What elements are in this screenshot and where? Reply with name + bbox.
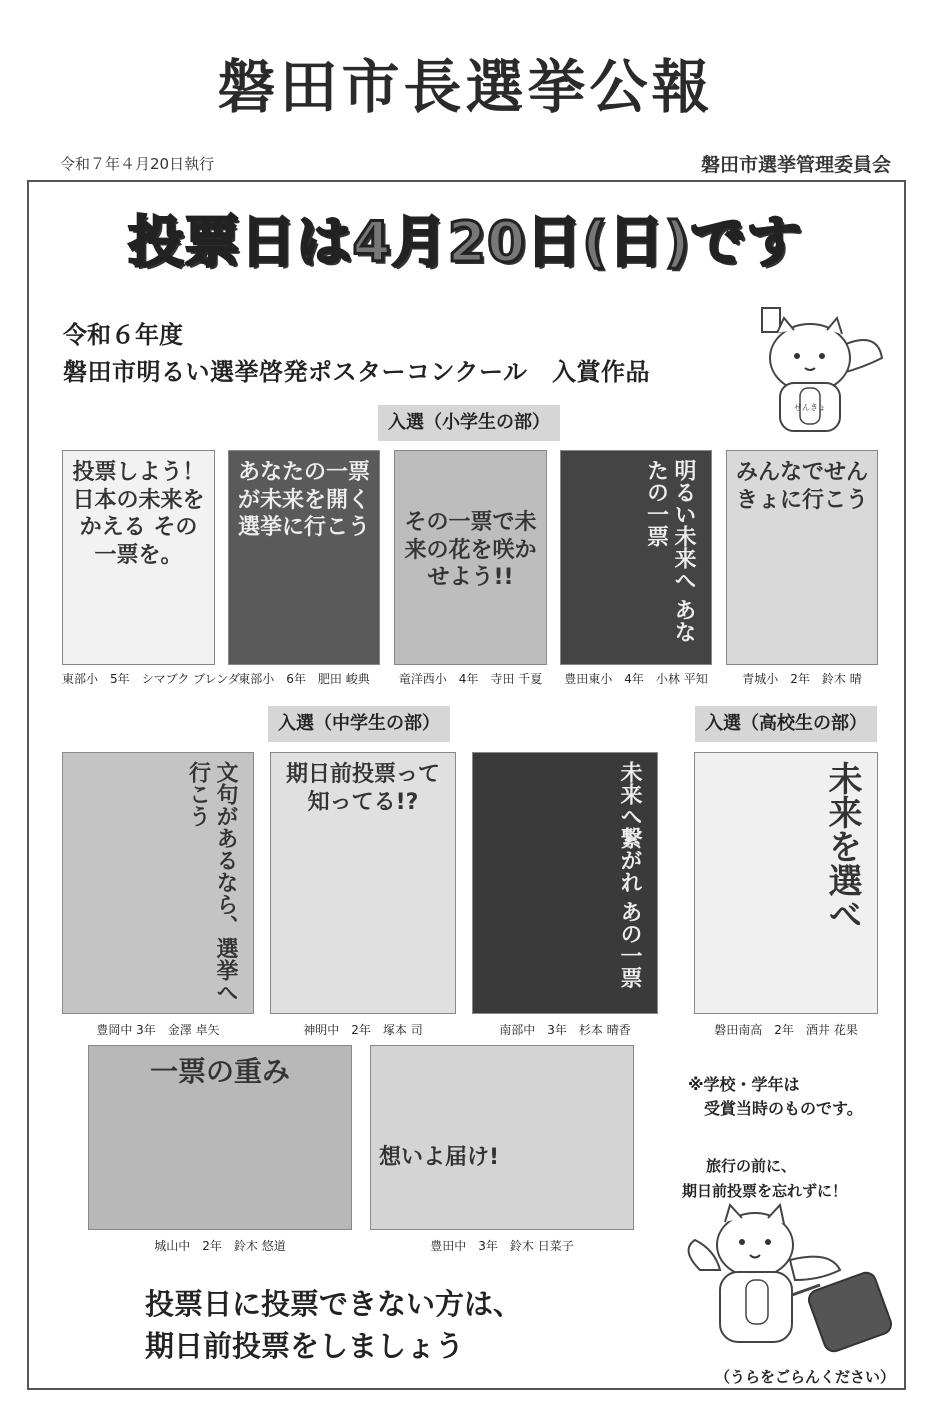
- caption-elementary-5: 青城小 2年 鈴木 晴: [742, 672, 862, 686]
- mascot-name-top: せんきょ: [794, 403, 826, 412]
- poster-elementary-1: 投票しよう！ 日本の未来をかえる その一票を。: [62, 450, 215, 665]
- caption-junior-4: 城山中 2年 鈴木 悠道: [154, 1239, 286, 1253]
- caption-junior-3: 南部中 3年 杉本 晴香: [499, 1023, 631, 1037]
- poster-junior-5: 想いよ届け!: [370, 1045, 634, 1230]
- see-back-note: （うらをごらんください）: [714, 1368, 895, 1386]
- section-label-high-school: 入選（高校生の部）: [695, 706, 877, 742]
- contest-year: 令和６年度: [63, 321, 183, 349]
- mascot-illustration-top: [742, 298, 887, 438]
- caption-junior-5: 豊田中 3年 鈴木 日菜子: [430, 1239, 574, 1253]
- caption-elementary-2: 東部小 6年 肥田 峻典: [238, 672, 370, 686]
- mascot-illustration-bottom: [680, 1200, 895, 1360]
- caption-elementary-4: 豊田東小 4年 小林 平知: [564, 672, 708, 686]
- caption-high-1: 磐田南高 2年 酒井 花果: [714, 1023, 858, 1037]
- section-label-elementary: 入選（小学生の部）: [378, 405, 560, 441]
- execution-date: 令和７年４月20日執行: [60, 155, 215, 173]
- school-grade-note: ※学校・学年は 受賞当時のものです。: [688, 1075, 863, 1118]
- poster-junior-1: 文句があるなら、選挙へ行こう: [62, 752, 254, 1014]
- section-label-junior-high: 入選（中学生の部）: [268, 706, 450, 742]
- caption-elementary-3: 竜洋西小 4年 寺田 千夏: [398, 672, 543, 686]
- poster-junior-3: 未来へ繋がれ あの一票: [472, 752, 658, 1014]
- mascot-message-line-2: 期日前投票を忘れずに！: [682, 1182, 848, 1200]
- election-day-banner: 投票日は4月20日(日)です: [128, 210, 803, 274]
- poster-high-1: 未来を選べ: [694, 752, 878, 1014]
- poster-elementary-3: その一票で未来の花を咲かせよう!!: [394, 450, 547, 665]
- contest-name: 磐田市明るい選挙啓発ポスターコンクール 入賞作品: [63, 358, 651, 386]
- page-title: 磐田市長選挙公報: [217, 53, 714, 121]
- early-voting-message: 投票日に投票できない方は、 期日前投票をしましょう: [145, 1287, 523, 1364]
- caption-elementary-1: 東部小 5年 シマブク ブレンダ: [62, 672, 240, 686]
- poster-elementary-5: みんなでせんきょに行こう: [726, 450, 878, 665]
- poster-junior-4: 一票の重み: [88, 1045, 352, 1230]
- poster-elementary-4: 明るい未来へ あなたの一票: [560, 450, 712, 665]
- poster-junior-2: 期日前投票って知ってる!?: [270, 752, 456, 1014]
- mascot-message-line-1: 旅行の前に、: [706, 1157, 797, 1175]
- caption-junior-2: 神明中 2年 塚本 司: [303, 1023, 423, 1037]
- caption-junior-1: 豊岡中 3年 金澤 卓矢: [96, 1023, 220, 1037]
- poster-elementary-2: あなたの一票が未来を開く 選挙に行こう: [228, 450, 380, 665]
- committee-name: 磐田市選挙管理委員会: [700, 154, 891, 176]
